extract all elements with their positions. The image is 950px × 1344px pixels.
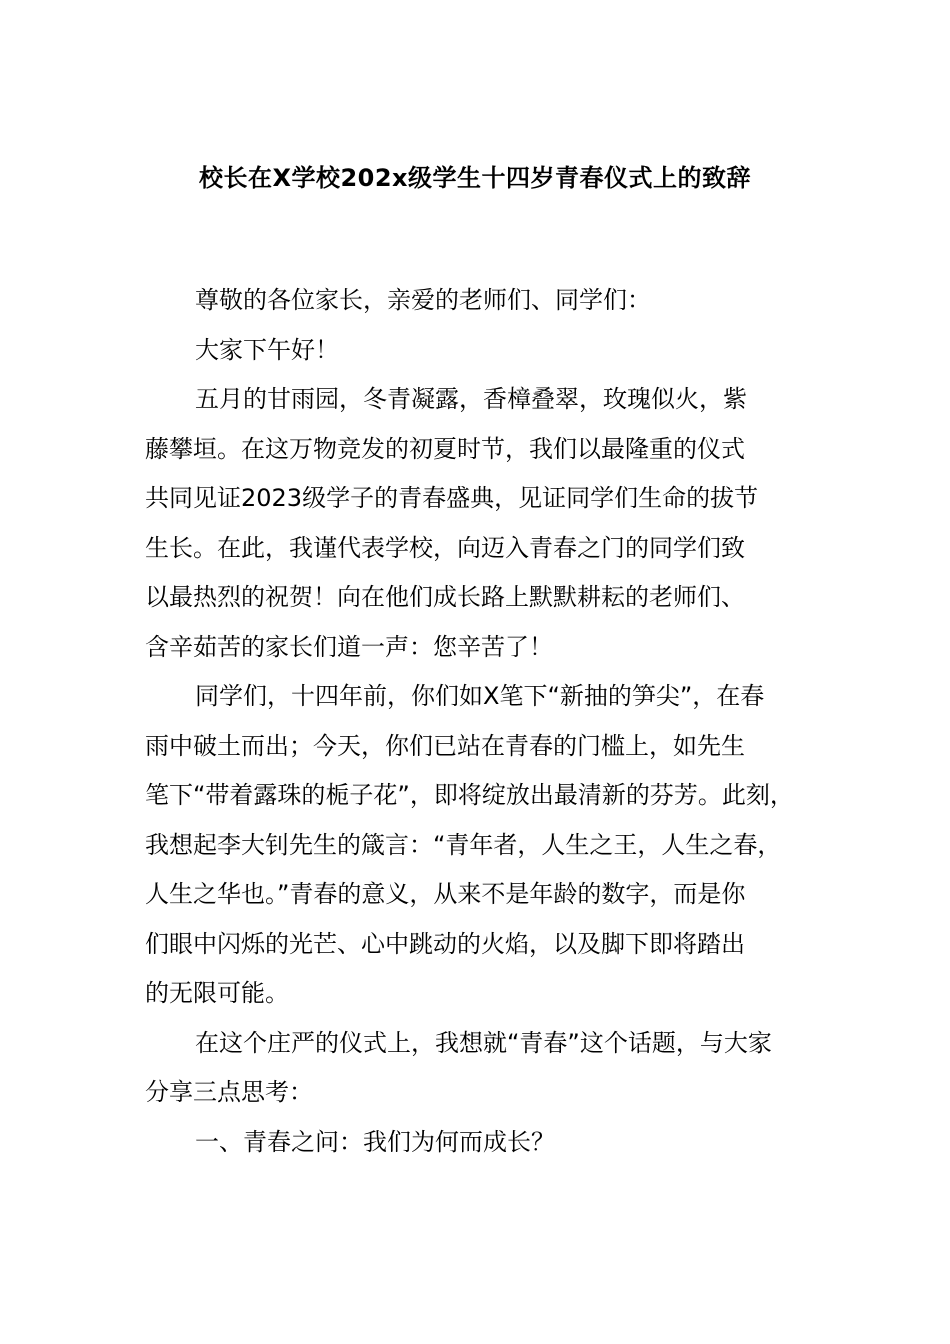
paragraph-line: 笔下“带着露珠的栀子花”，即将绽放出最清新的芬芳。此刻， [145, 781, 794, 809]
paragraph-salutation [145, 276, 835, 326]
paragraph-line: 分享三点思考： [145, 1078, 313, 1106]
paragraph-line: 含辛茹苦的家长们道一声：您辛苦了！ [145, 632, 553, 661]
paragraph-line: 尊敬的各位家长，亲爱的老师们、同学们： [195, 286, 651, 314]
paragraph-line: 人生之华也。”青春的意义，从来不是年龄的数字，而是你 [145, 880, 746, 908]
paragraph-three-thoughts [145, 1019, 835, 1118]
document-title: 校长在X学校202x级学生十四岁青春仪式上的致辞 [198, 164, 752, 192]
paragraph-line: 共同见证2023级学子的青春盛典，见证同学们生命的拔节 [145, 484, 759, 512]
paragraph-youth-meaning [145, 672, 835, 1019]
paragraph-line: 同学们，十四年前，你们如X笔下“新抽的笋尖”，在春 [195, 682, 765, 710]
paragraph-line: 藤攀垣。在这万物竞发的初夏时节，我们以最隆重的仪式 [145, 434, 745, 463]
document-body [145, 276, 835, 1167]
paragraph-line: 我想起李大钊先生的箴言：“青年者，人生之王，人生之春， [145, 830, 782, 859]
paragraph-line: 在这个庄严的仪式上，我想就“青春”这个话题，与大家 [195, 1028, 772, 1057]
paragraph-line: 们眼中闪烁的光芒、心中跳动的火焰，以及脚下即将踏出 [145, 929, 745, 958]
paragraph-line: 以最热烈的祝贺！向在他们成长路上默默耕耘的老师们、 [145, 583, 745, 611]
paragraph-opening [145, 375, 835, 672]
paragraph-line: 五月的甘雨园，冬青凝露，香樟叠翠，玫瑰似火，紫 [195, 385, 747, 413]
paragraph-line: 的无限可能。 [145, 979, 289, 1007]
section-heading-1 [145, 1118, 835, 1168]
paragraph-line: 雨中破土而出；今天，你们已站在青春的门槛上，如先生 [145, 731, 745, 760]
paragraph-line: 一、青春之问：我们为何而成长？ [195, 1127, 555, 1156]
paragraph-greeting [145, 326, 835, 376]
paragraph-line: 大家下午好！ [195, 335, 339, 364]
paragraph-line: 生长。在此，我谨代表学校，向迈入青春之门的同学们致 [145, 533, 745, 562]
